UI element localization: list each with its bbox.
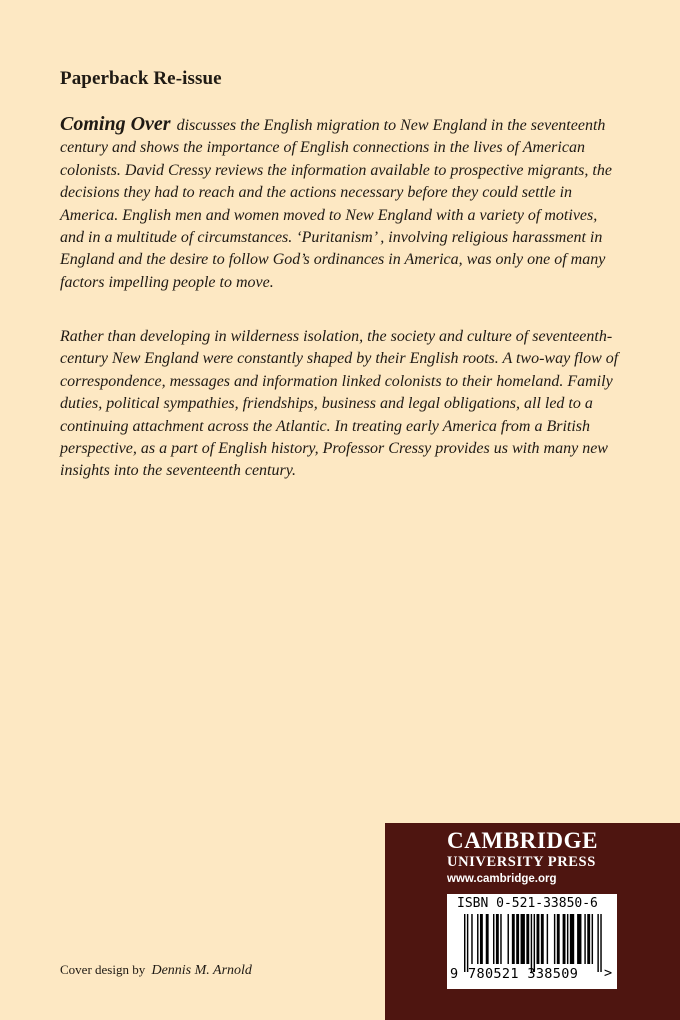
publisher-subtitle: UNIVERSITY PRESS: [447, 854, 596, 870]
barcode-bar: [486, 914, 489, 964]
barcode-bar: [521, 914, 525, 964]
barcode-bar: [592, 914, 593, 964]
ean-digits: 780521 338509: [468, 966, 579, 982]
credit-designer: Dennis M. Arnold: [151, 963, 252, 978]
barcode-bar: [493, 914, 494, 964]
blurb-paragraph-1-text: discusses the English migration to New England in the seventeenth century and shows the importance of English connections in the lives of American colonists. David Cressy reviews the information available to prospective migrants, the decisions they had to reach and the actions necessary before they could settle in America. English men and women moved to New England with a variety of motives, and in a multitude of circumstances. ‘Puritanism’ , involving religious harassment in England and the desire to follow God’s ordinances in America, was only one of many factors impelling people to move.: [60, 117, 612, 291]
barcode-bar: [537, 914, 540, 964]
barcode-bar: [597, 914, 598, 972]
barcode-bar: [570, 914, 574, 964]
barcode-bar: [526, 914, 529, 964]
publisher-name: CAMBRIDGE: [447, 828, 599, 853]
ean-first-digit: 9: [450, 966, 459, 982]
barcode-bar: [567, 914, 568, 964]
barcode-bar: [547, 914, 548, 964]
barcode-bar: [477, 914, 478, 964]
blurb-paragraph-2: Rather than developing in wilderness isolation, the society and culture of seventeenth-century New England were constantly shaped by their English roots. A two-way flow of correspondence, messages and information linked colonists to their homeland. Family duties, political sympathies, friendships, business and legal obligations, all led to a continuing attachment across the Atlantic. In treating early America from a British perspective, as a part of English history, Professor Cressy provides us with many new insights into the seventeenth century.: [60, 328, 619, 480]
blurb-paragraph-1: [60, 113, 620, 294]
barcode-bar: [508, 914, 509, 964]
barcode-bar: [516, 914, 519, 964]
cover-credit: [60, 962, 252, 979]
barcode-bar: [534, 914, 535, 972]
barcode-bar: [512, 914, 515, 964]
barcode-bar: [480, 914, 483, 964]
barcode-bar: [557, 914, 560, 964]
barcode-bar: [467, 914, 468, 972]
barcode-bar: [584, 914, 585, 964]
barcode-bar: [471, 914, 472, 964]
barcode-bar: [541, 914, 544, 964]
book-title: Coming Over: [60, 113, 171, 135]
barcode-box: [447, 894, 617, 989]
barcode-bar: [464, 914, 465, 972]
barcode-bar: [500, 914, 501, 964]
barcode-bar: [563, 914, 566, 964]
publisher-block: [385, 823, 680, 1020]
barcode-bar: [496, 914, 499, 964]
barcode-bar: [531, 914, 532, 972]
ean-arrow: >: [604, 965, 613, 981]
barcode-bar: [587, 914, 590, 964]
credit-label: Cover design by: [60, 962, 146, 977]
barcode-bar: [554, 914, 555, 964]
publisher-url: www.cambridge.org: [447, 873, 557, 885]
barcode-bar: [600, 914, 601, 972]
isbn-text: ISBN 0-521-33850-6: [457, 896, 598, 911]
barcode-bar: [577, 914, 581, 964]
cover-heading: Paperback Re-issue: [60, 68, 222, 89]
barcode-bars: [464, 914, 604, 972]
